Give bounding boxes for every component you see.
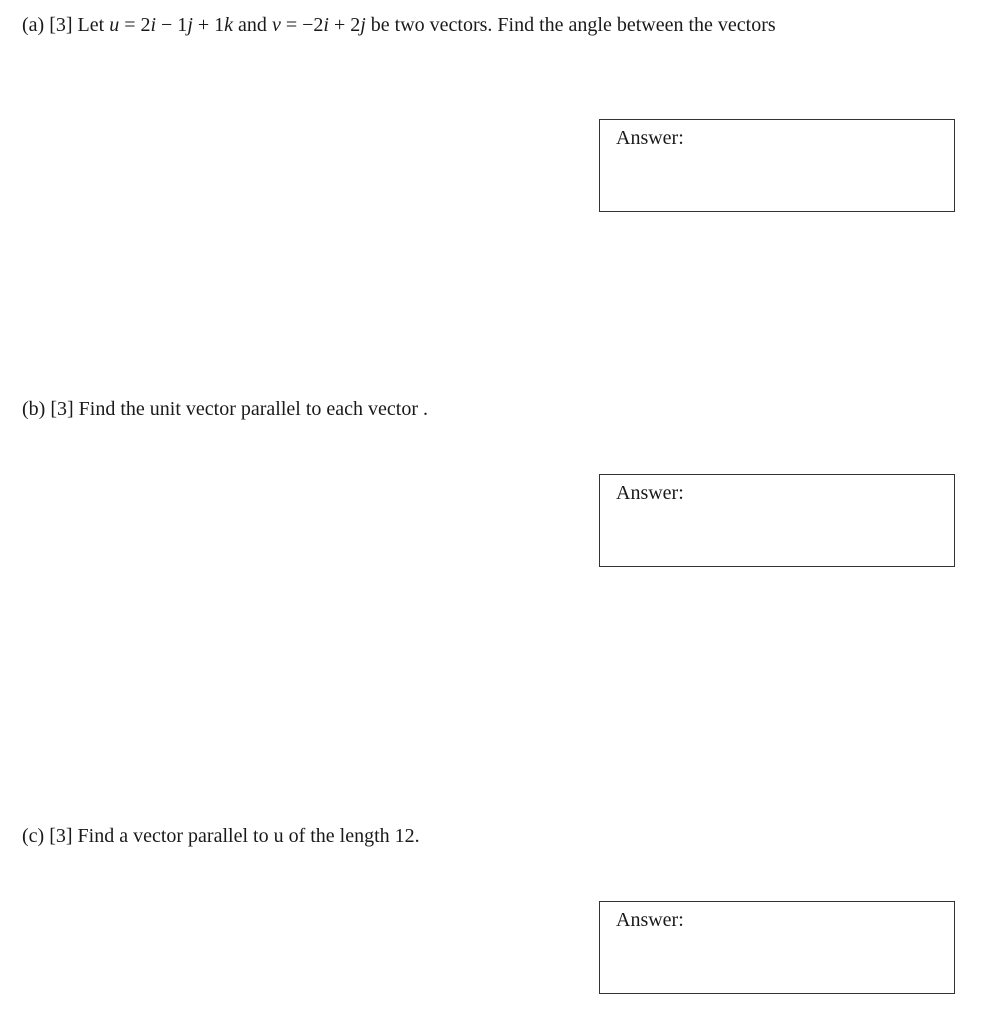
question-a-text-before: Let [77,14,110,36]
answer-input-c[interactable] [616,938,940,984]
question-a-text-after: be two vectors. Find the angle between the vectors [365,14,776,36]
question-c-text: Find a vector parallel to u of the length 12. [77,825,420,847]
question-a-label: (a) [22,14,45,36]
question-b [22,397,428,421]
answer-box-b[interactable] [599,474,955,567]
question-b-points: [3] [50,398,74,420]
answer-input-a[interactable] [616,156,940,202]
answer-input-b[interactable] [616,511,940,557]
u-coef-j: − 1 [156,14,188,36]
u-coef-k: + 1 [192,14,225,36]
v-coef-j: + 2 [328,14,361,36]
answer-label: Answer: [616,909,684,931]
question-a-points: [3] [49,14,73,36]
question-c-points: [3] [49,825,73,847]
question-c-label: (c) [22,825,45,847]
var-v: v [271,14,281,36]
answer-box-a[interactable] [599,119,955,212]
answer-label: Answer: [616,127,684,149]
question-b-label: (b) [22,398,46,420]
u-unit-k: k [224,14,234,36]
equals-sign: = [119,14,141,36]
u-unit-i: i [150,14,157,36]
and-text: and [233,14,272,36]
question-b-text: Find the unit vector parallel to each vector . [78,398,428,420]
answer-label: Answer: [616,482,684,504]
question-c [22,824,420,848]
equals-sign: = [280,14,303,36]
v-unit-j: j [360,14,366,36]
u-unit-j: j [187,14,193,36]
answer-box-c[interactable] [599,901,955,994]
v-coef-i: −2 [302,14,324,36]
var-u: u [109,14,120,36]
question-a [22,13,776,37]
u-coef-i: 2 [140,14,151,36]
v-unit-i: i [323,14,329,36]
